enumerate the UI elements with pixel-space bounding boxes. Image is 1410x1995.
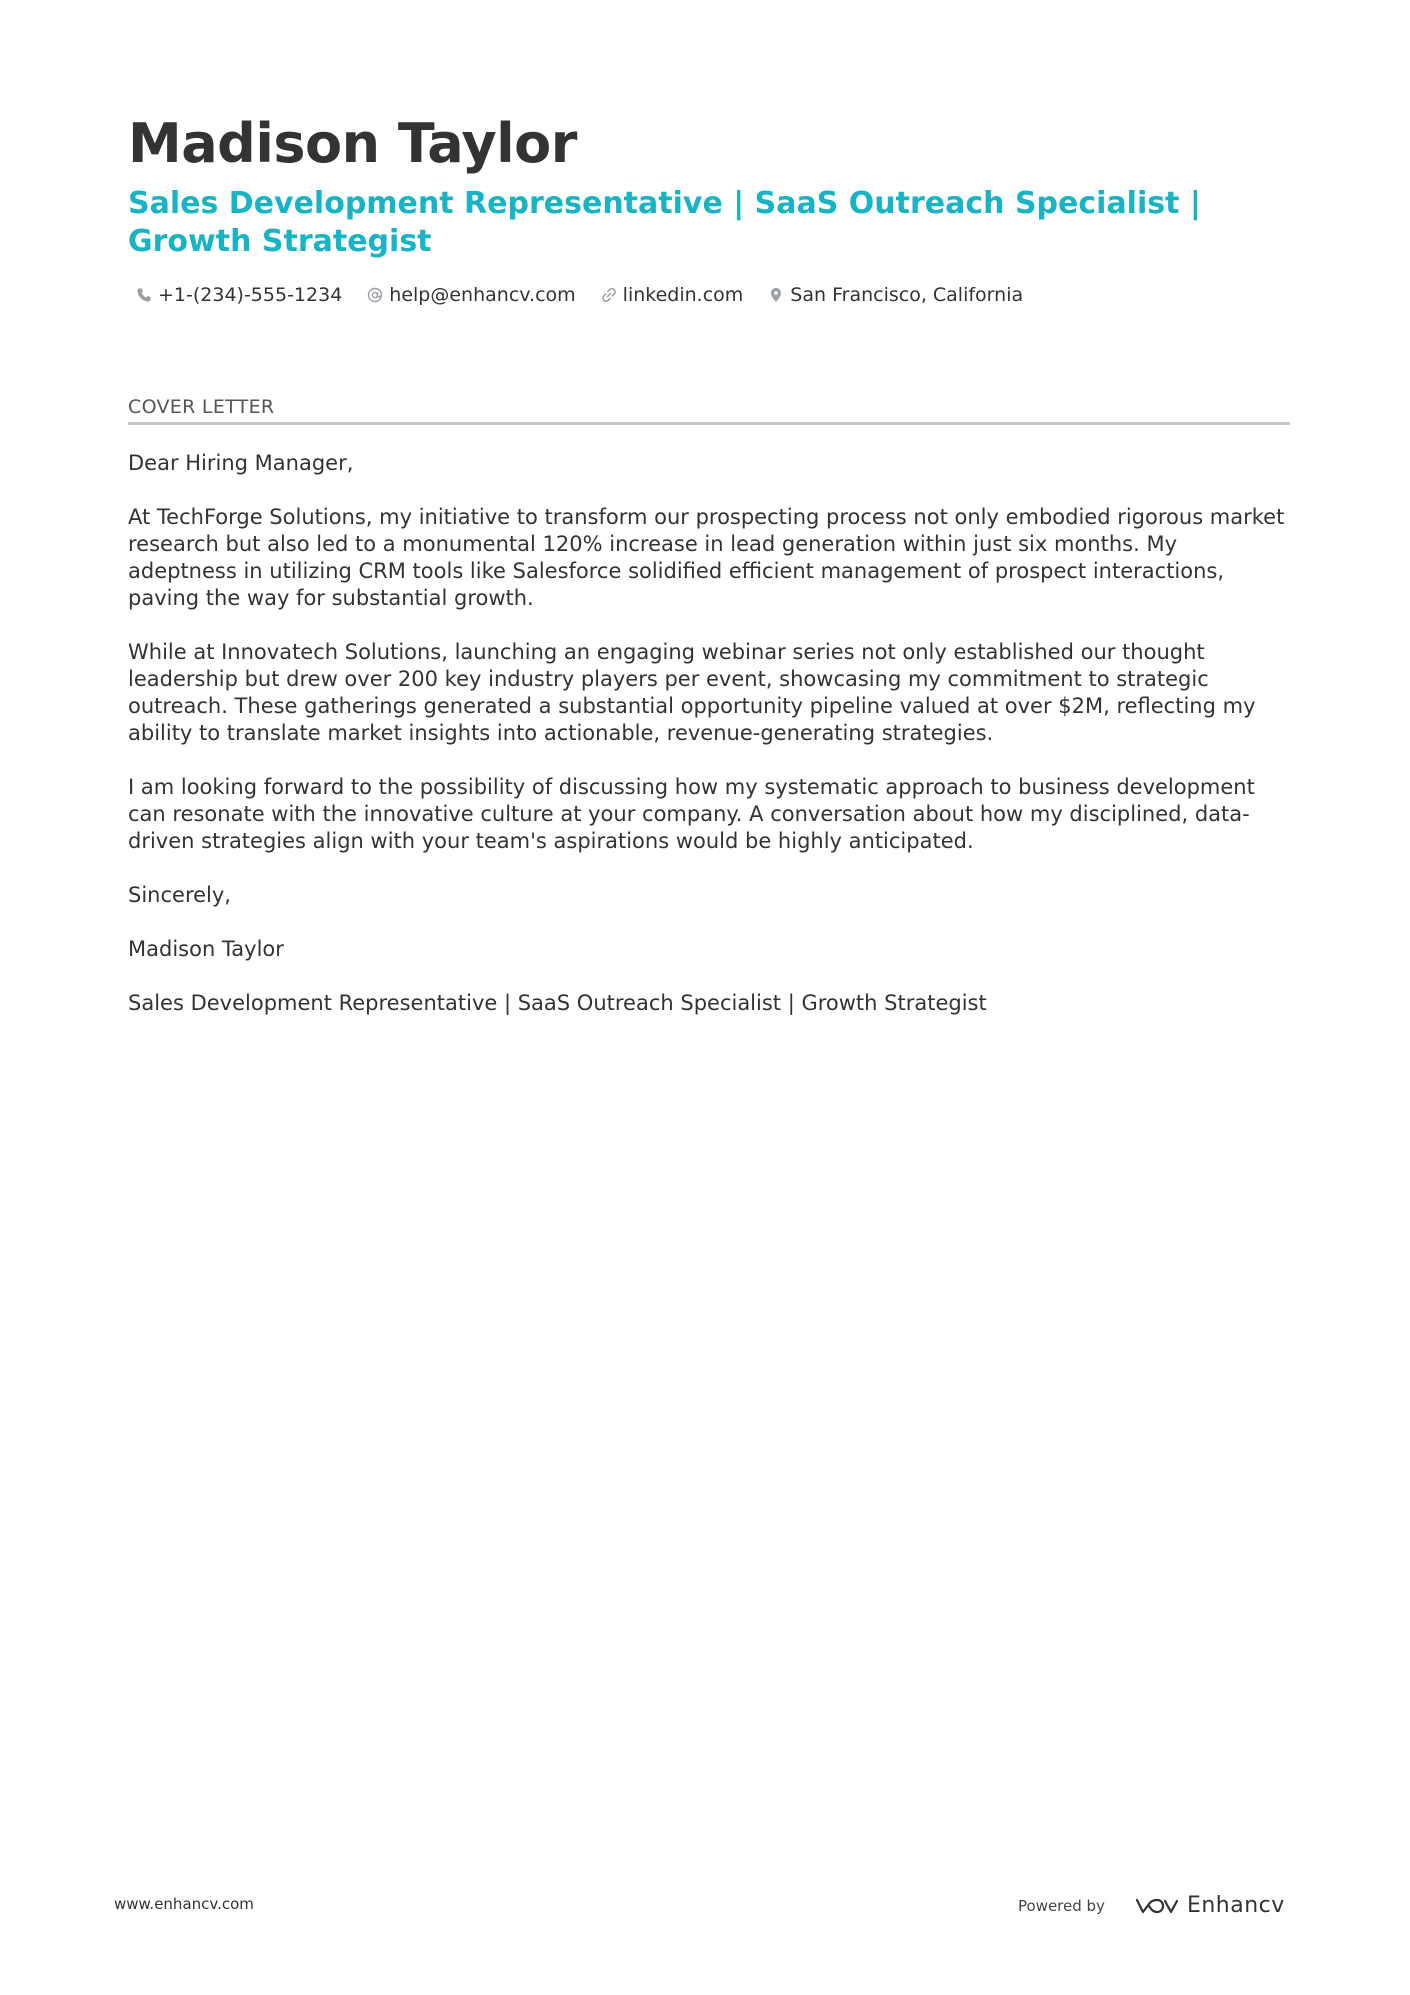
letter-closing: Sincerely, bbox=[128, 883, 231, 907]
letter-signature-title: Sales Development Representative | SaaS Outreach Specialist | Growth Strategist bbox=[128, 991, 987, 1015]
contact-phone[interactable] bbox=[136, 284, 342, 306]
enhancv-logo-icon bbox=[1131, 1894, 1179, 1918]
candidate-name: Madison Taylor bbox=[128, 112, 577, 175]
contact-linkedin[interactable] bbox=[601, 284, 744, 306]
contact-linkedin-text: linkedin.com bbox=[622, 284, 744, 306]
powered-by-label: Powered by bbox=[1018, 1896, 1105, 1915]
contact-phone-text: +1-(234)-555-1234 bbox=[158, 284, 343, 306]
letter-paragraph: While at Innovatech Solutions, launching an engaging webinar series not only established our thought leadership but drew over 200 key industry players per event, showcasing my commitment to strategic outreach. These gatherings generated a substantial opportunity pipeline valued at over $2M, reflecting my ability to translate market insights into actionable, revenue-generating strategies. bbox=[128, 640, 1256, 745]
location-pin-icon bbox=[768, 287, 784, 303]
letter-signature-name: Madison Taylor bbox=[128, 937, 284, 961]
letter-paragraph: I am looking forward to the possibility of discussing how my systematic approach to business development can resonate with the innovative culture at your company. A conversation about how my disciplined, data-driven strategies align with your team's aspirations would be highly anticipated. bbox=[128, 775, 1255, 853]
enhancv-brand-text: Enhancv bbox=[1186, 1893, 1285, 1918]
contact-email-text: help@enhancv.com bbox=[389, 284, 576, 306]
letter-body bbox=[128, 450, 1290, 1044]
letter-paragraph: At TechForge Solutions, my initiative to transform our prospecting process not only embodied rigorous market research but also led to a monumental 120% increase in lead generation within just six months. My adeptness in utilizing CRM tools like Salesforce solidified efficient management of prospect interactions, paving the way for substantial growth. bbox=[128, 505, 1285, 610]
phone-icon bbox=[136, 287, 152, 303]
section-title-cover-letter: COVER LETTER bbox=[128, 396, 1290, 425]
powered-by[interactable] bbox=[1018, 1893, 1285, 1918]
candidate-headline: Sales Development Representative | SaaS Outreach Specialist | Growth Strategist bbox=[128, 186, 1201, 259]
contact-location bbox=[768, 284, 1023, 306]
contact-email[interactable] bbox=[367, 284, 575, 306]
footer-website-link[interactable]: www.enhancv.com bbox=[114, 1895, 254, 1913]
contact-location-text: San Francisco, California bbox=[790, 284, 1024, 306]
link-icon bbox=[601, 287, 617, 303]
contact-bar bbox=[136, 284, 1048, 306]
letter-salutation: Dear Hiring Manager, bbox=[128, 451, 354, 475]
enhancv-logo bbox=[1131, 1893, 1285, 1918]
at-icon bbox=[367, 287, 383, 303]
